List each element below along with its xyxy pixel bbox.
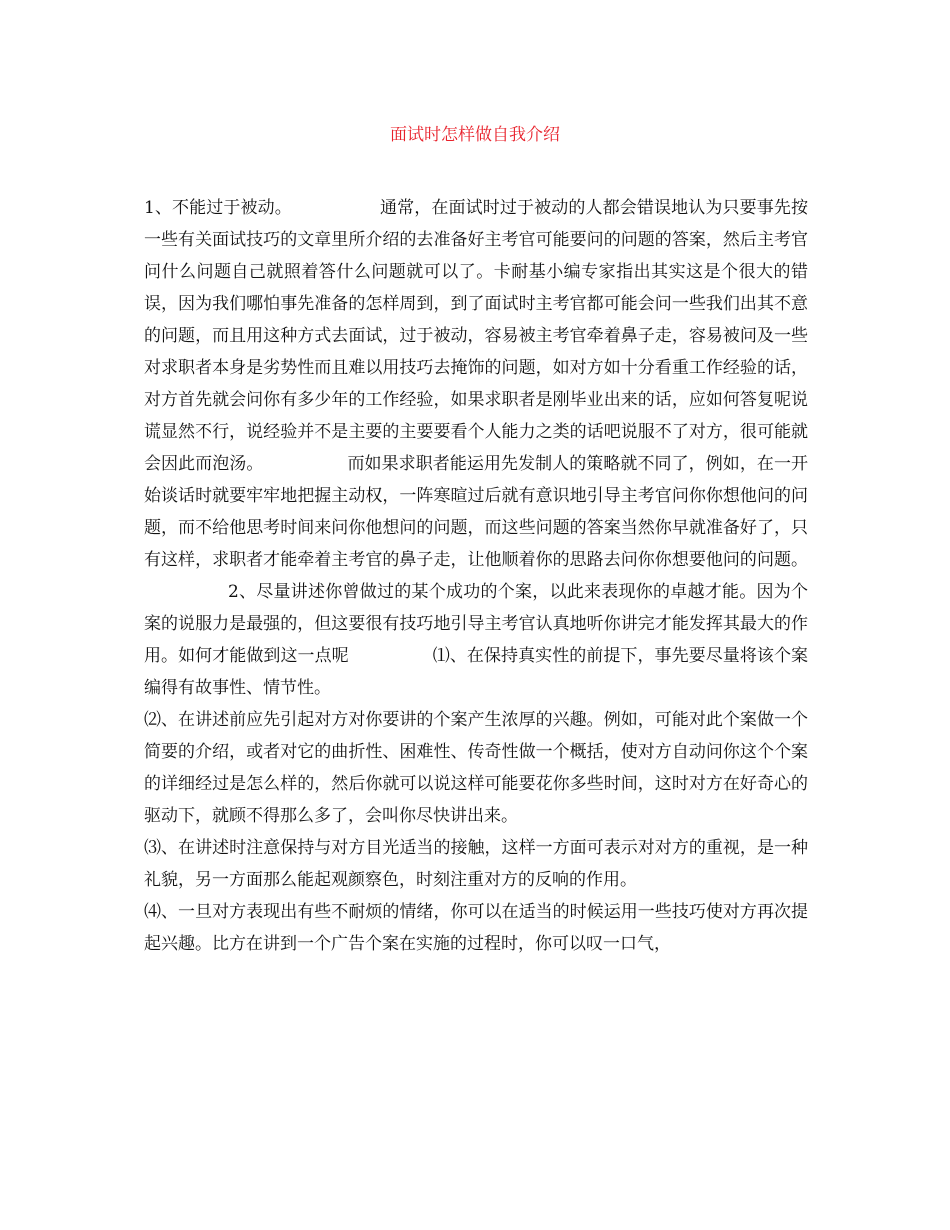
paragraph-3: ⑶、在讲述时注意保持与对方目光适当的接触，这样一方面可表示对对方的重视，是一种礼貌，另一方面那么能起观颜察色，时刻注重对方的反响的作用。 [144,838,808,890]
paragraph-1-text-d: ⑴、在保持真实性的前提下，事先要尽量将该个案编得有故事性、情节性。 [144,646,809,698]
paragraph-2: ⑵、在讲述前应先引起对方对你要讲的个案产生浓厚的兴趣。例如，可能对此个案做一个简要的介绍，或者对它的曲折性、困难性、传奇性做一个概括，使对方自动问你这个个案的详细经过是怎么样的，然后你就可以说这样可能要花你多些时间，这时对方在好奇心的驱动下，就顾不得那么多了，会叫你尽快讲出来。 [144,710,808,826]
paragraph-1-heading: 1、不能过于被动。 [144,198,292,218]
paragraph-4: ⑷、一旦对方表现出有些不耐烦的情绪，你可以在适当的时候运用一些技巧使对方再次提起兴趣。比方在讲到一个广告个案在实施的过程时，你可以叹一口气， [144,902,808,954]
paragraph-1-text-a: 通常，在面试时过于被动的人都会错误地认为只要事先按一些有关面试技巧的文章里所介绍的去准备好主考官可能要问的问题的答案，然后主考官问什么问题自己就照着答什么问题就可以了。卡耐基小编专家指出其实这是个很大的错误，因为我们哪怕事先准备的怎样周到，到了面试时主考官都可能会问一些我们出其不意的问题，而且用这种方式去面试，过于被动，容易被主考官牵着鼻子走，容易被问及一些对求职者本身是劣势性而且难以用技巧去掩饰的问题，如对方如十分看重工作经验的话，对方首先就会问你有多少年的工作经验，如果求职者是刚毕业出来的话，应如何答复呢说谎显然不行，说经验并不是主要的主要要看个人能力之类的话吧说服不了对方，很可能就会因此而泡汤。 [144,198,808,474]
paragraph-1-text-c: 2、尽量讲述你曾做过的某个成功的个案，以此来表现你的卓越才能。因为个案的说服力是最强的，但这要很有技巧地引导主考官认真地听你讲完才能发挥其最大的作用。如何才能做到这一点呢 [144,582,808,666]
paragraph-1-text-b: 而如果求职者能运用先发制人的策略就不同了，例如，在一开始谈话时就要牢牢地把握主动权，一阵寒暄过后就有意识地引导主考官问你你想他问的问题，而不给他思考时间来问你他想问的问题，而这些问题的答案当然你早就准备好了，只有这样，求职者才能牵着主考官的鼻子走，让他顺着你的思路去问你你想要他问的问题。 [144,454,809,570]
document-body [144,192,808,960]
document-title: 面试时怎样做自我介绍 [390,125,560,145]
paragraph-1 [144,192,808,704]
